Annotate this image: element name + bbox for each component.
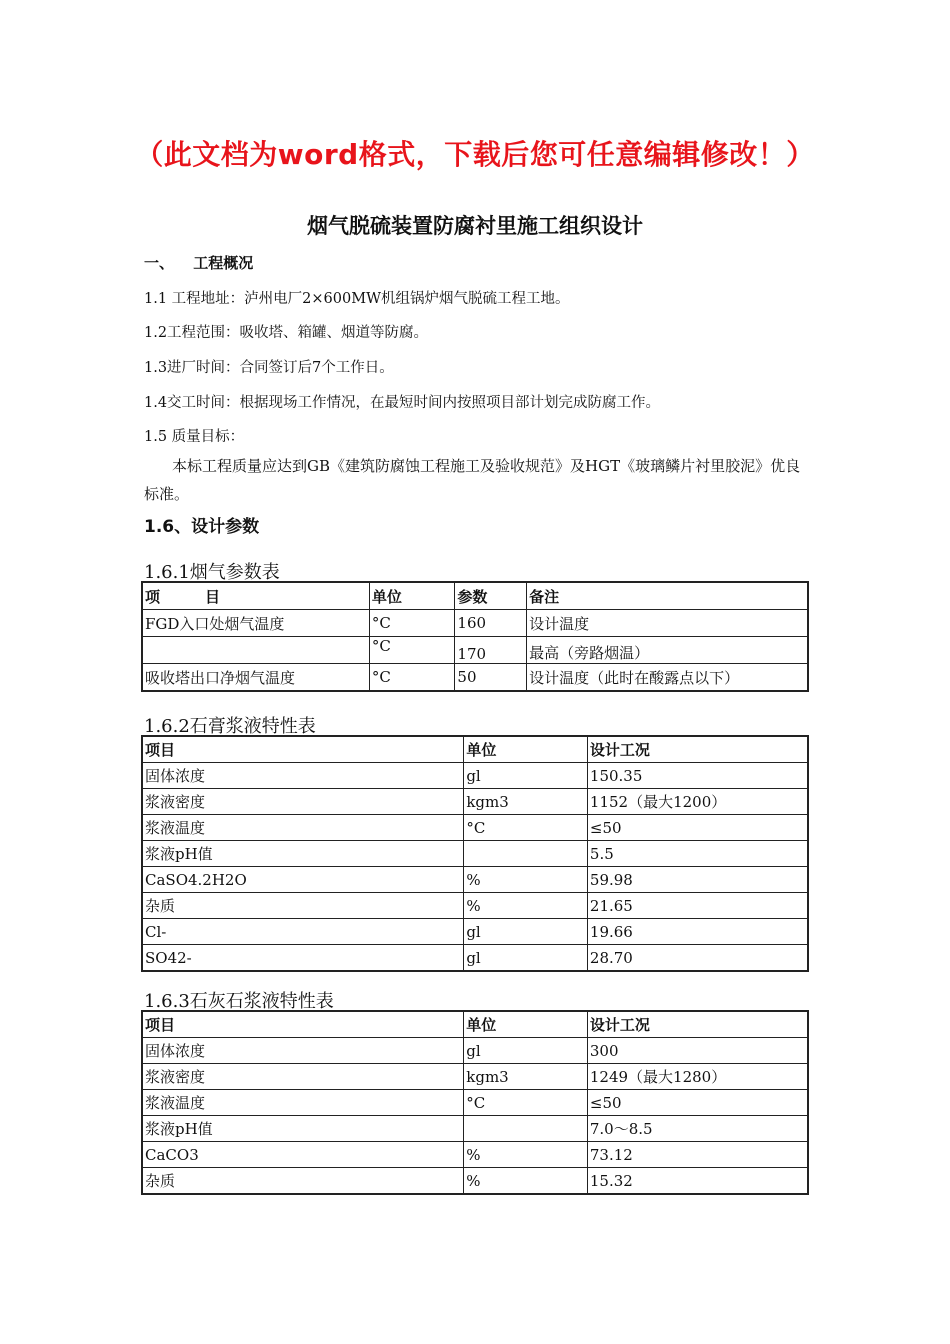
table-row: [142, 893, 808, 919]
table-row: [142, 867, 808, 893]
table-cell: gl: [464, 763, 588, 789]
section-number: 一、: [144, 254, 175, 272]
table3-caption: 1.6.3石灰石浆液特性表: [144, 991, 334, 1012]
table-row: [142, 1142, 808, 1168]
table-header-row: [142, 582, 808, 610]
table-cell: 最高（旁路烟温）: [527, 637, 808, 664]
table-cell: 浆液温度: [142, 815, 464, 841]
quality-paragraph: 本标工程质量应达到GB《建筑防腐蚀工程施工及验收规范》及HGT《玻璃鳞片衬里胶泥》优良标准。: [144, 457, 801, 503]
table-cell: CaSO4.2H2O: [142, 867, 464, 893]
table-cell: 73.12: [587, 1142, 808, 1168]
flue-gas-table: [141, 581, 809, 692]
header-cell: 参数: [455, 582, 527, 610]
table-cell: gl: [464, 919, 588, 945]
table-cell: 设计温度（此时在酸露点以下）: [527, 664, 808, 692]
table-cell: %: [464, 893, 588, 919]
limestone-slurry-table: [141, 1010, 809, 1195]
header-cell: 单位: [369, 582, 455, 610]
table-row: [142, 789, 808, 815]
header-cell: 设计工况: [587, 736, 808, 763]
table-cell: 28.70: [587, 945, 808, 972]
table-cell: 杂质: [142, 893, 464, 919]
table-row: [142, 637, 808, 664]
table-cell: °C: [369, 637, 455, 664]
item-entry-time: 1.3进厂时间：合同签订后7个工作日。: [144, 360, 394, 376]
table-cell: 1152（最大1200）: [587, 789, 808, 815]
table-cell: 浆液密度: [142, 789, 464, 815]
table-cell: [464, 1116, 588, 1142]
table-cell: 固体浓度: [142, 1038, 464, 1064]
table-cell: %: [464, 1142, 588, 1168]
table-cell: 浆液密度: [142, 1064, 464, 1090]
table-cell: 59.98: [587, 867, 808, 893]
table-cell: [142, 637, 369, 664]
table-cell: ≤50: [587, 815, 808, 841]
table-cell: 170: [455, 637, 527, 664]
table-cell: 浆液温度: [142, 1090, 464, 1116]
table-cell: gl: [464, 945, 588, 972]
table-header-row: [142, 736, 808, 763]
section-label: 工程概况: [193, 254, 254, 272]
section-heading: [144, 252, 253, 273]
header-cell: 单位: [464, 736, 588, 763]
table-cell: 杂质: [142, 1168, 464, 1195]
table-cell: 50: [455, 664, 527, 692]
design-params-heading: 1.6、设计参数: [144, 517, 260, 537]
table-cell: Cl-: [142, 919, 464, 945]
table-cell: CaCO3: [142, 1142, 464, 1168]
table-cell: FGD入口处烟气温度: [142, 610, 369, 637]
table-cell: kgm3: [464, 1064, 588, 1090]
item-quality-goal: 1.5 质量目标：: [144, 429, 245, 445]
table-cell: 5.5: [587, 841, 808, 867]
table-cell: 21.65: [587, 893, 808, 919]
table-cell: 160: [455, 610, 527, 637]
table-cell: ≤50: [587, 1090, 808, 1116]
header-cell: 项目: [142, 736, 464, 763]
table-row: [142, 610, 808, 637]
item-handover-time: 1.4交工时间：根据现场工作情况，在最短时间内按照项目部计划完成防腐工作。: [144, 395, 661, 411]
table-row: [142, 841, 808, 867]
table-cell: 150.35: [587, 763, 808, 789]
table1-caption: 1.6.1烟气参数表: [144, 562, 280, 583]
header-cell: 备注: [527, 582, 808, 610]
item-scope: 1.2工程范围：吸收塔、箱罐、烟道等防腐。: [144, 325, 429, 341]
table-cell: °C: [464, 815, 588, 841]
table-cell: SO42-: [142, 945, 464, 972]
table-row: [142, 763, 808, 789]
table-row: [142, 815, 808, 841]
table-row: [142, 1116, 808, 1142]
table-cell: %: [464, 1168, 588, 1195]
item-address: 1.1 工程地址：泸州电厂2×600MW机组锅炉烟气脱硫工程工地。: [144, 291, 570, 307]
table-cell: °C: [369, 610, 455, 637]
table-cell: 15.32: [587, 1168, 808, 1195]
gypsum-slurry-table: [141, 735, 809, 972]
table-header-row: [142, 1011, 808, 1038]
header-cell: 项 目: [142, 582, 369, 610]
table-cell: 19.66: [587, 919, 808, 945]
table-cell: 1249（最大1280）: [587, 1064, 808, 1090]
table-cell: %: [464, 867, 588, 893]
table-cell: kgm3: [464, 789, 588, 815]
header-cell: 单位: [464, 1011, 588, 1038]
table-cell: 设计温度: [527, 610, 808, 637]
table-cell: 固体浓度: [142, 763, 464, 789]
document-title: 烟气脱硫装置防腐衬里施工组织设计: [307, 214, 643, 238]
table-row: [142, 664, 808, 692]
table-cell: 300: [587, 1038, 808, 1064]
table-row: [142, 919, 808, 945]
table-cell: [464, 841, 588, 867]
table-cell: 浆液pH值: [142, 841, 464, 867]
table-row: [142, 945, 808, 972]
header-cell: 设计工况: [587, 1011, 808, 1038]
table-cell: 吸收塔出口净烟气温度: [142, 664, 369, 692]
table-row: [142, 1064, 808, 1090]
table2-caption: 1.6.2石膏浆液特性表: [144, 716, 316, 737]
table-row: [142, 1168, 808, 1195]
table-cell: °C: [464, 1090, 588, 1116]
table-cell: gl: [464, 1038, 588, 1064]
table-row: [142, 1090, 808, 1116]
header-cell: 项目: [142, 1011, 464, 1038]
table-row: [142, 1038, 808, 1064]
table-cell: °C: [369, 664, 455, 692]
table-cell: 浆液pH值: [142, 1116, 464, 1142]
table-cell: 7.0～8.5: [587, 1116, 808, 1142]
download-banner: （此文档为word格式，下载后您可任意编辑修改！）: [135, 138, 815, 171]
